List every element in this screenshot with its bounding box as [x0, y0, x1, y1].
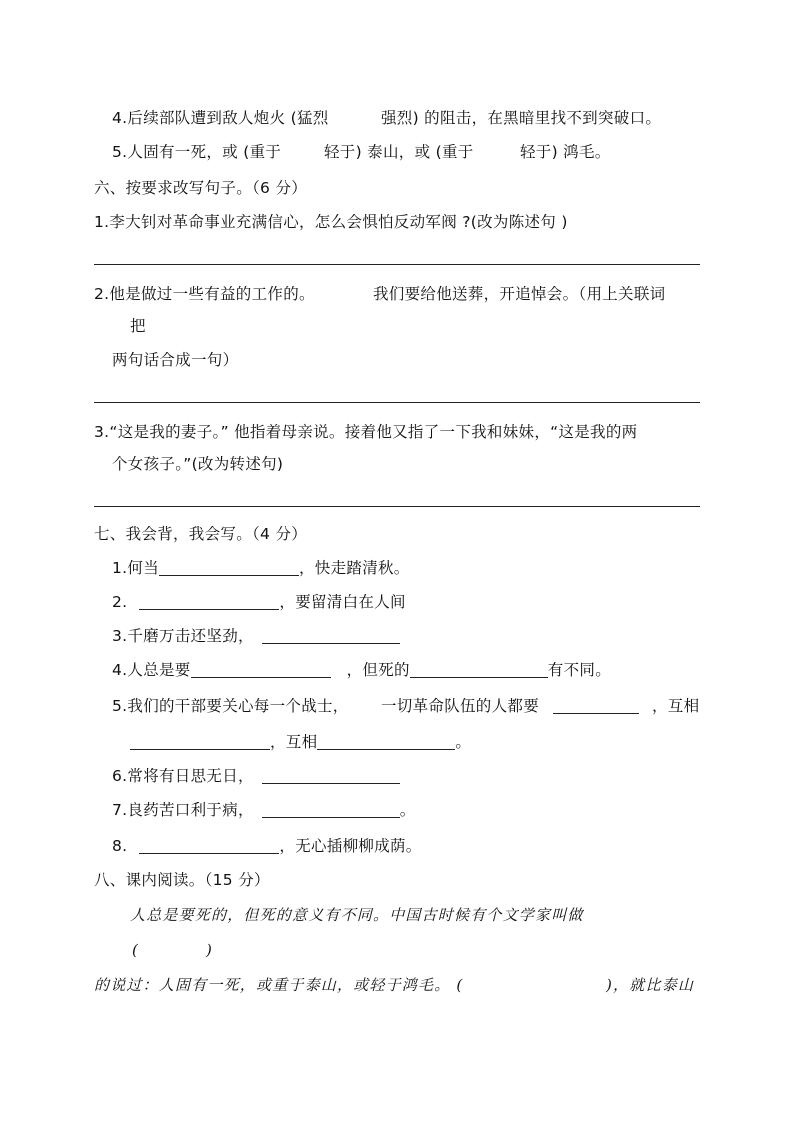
q7-7-text-b: 。 [399, 801, 416, 819]
q6-1-answer-line[interactable] [94, 264, 700, 265]
q7-1-text-b: ，快走踏清秋。 [299, 559, 410, 577]
q5-5-text-c: 轻于) 鸿毛。 [520, 143, 611, 161]
q7-5-blank-2[interactable] [130, 733, 270, 750]
q7-5-text-e: 。 [455, 733, 472, 751]
q7-2-blank[interactable] [139, 593, 279, 610]
reading-line-1: 人总是要死的，但死的意义有不同。中国古时候有个文学家叫做 [130, 906, 584, 924]
q6-3-text-b: 个女孩子。”(改为转述句) [112, 455, 284, 473]
q7-2-row [112, 592, 406, 612]
q6-2-answer-line[interactable] [94, 402, 700, 403]
q7-6-text-a: 6.常将有日思无日， [112, 767, 254, 785]
q6-3-text-a: 3.“这是我的妻子。” 他指着母亲说。接着他又指了一下我和妹妹，“这是我的两 [94, 423, 638, 441]
q7-6-row [112, 766, 400, 786]
q6-2-text-c: 把 [130, 317, 146, 335]
reading-paren-close: ) [206, 941, 214, 959]
q7-5-text-a: 5.我们的干部要关心每一个战士， [112, 697, 349, 715]
q7-4-text-b: ，但死的 [346, 661, 410, 679]
q5-4-text-a: 4.后续部队遭到敌人炮火 (猛烈 [112, 109, 329, 127]
q7-4-text-a: 4.人总是要 [112, 661, 191, 679]
q7-7-row [112, 800, 416, 820]
q6-2-text-b: 我们要给他送葬，开追悼会。（用上关联词 [373, 285, 666, 303]
section-8-title: 八、课内阅读。（15 分） [94, 871, 270, 889]
reading-line-2b: )，就比泰山 [606, 976, 695, 994]
q7-4-row [112, 660, 611, 680]
q7-5-blank-3[interactable] [317, 733, 455, 750]
q7-7-blank[interactable] [262, 801, 400, 818]
q7-2-text-b: ，要留清白在人间 [279, 593, 406, 611]
reading-paren-open: ( [132, 941, 140, 959]
q7-8-blank[interactable] [139, 837, 279, 854]
q7-5-blank-1[interactable] [553, 697, 639, 714]
q7-3-row [112, 626, 400, 646]
q7-8-text-b: ，无心插柳柳成荫。 [279, 837, 422, 855]
q7-5-text-d: ，互相 [270, 733, 318, 751]
section-6-title: 六、按要求改写句子。（6 分） [94, 179, 308, 197]
q6-3-answer-line[interactable] [94, 506, 700, 507]
q5-4-text-b: 强烈) 的阻击，在黑暗里找不到突破口。 [381, 109, 662, 127]
q7-7-text-a: 7.良药苦口利于病， [112, 801, 254, 819]
q7-2-text-a: 2. [112, 593, 128, 611]
reading-line-2a: 的说过：人固有一死，或重于泰山，或轻于鸿毛。 ( [94, 976, 464, 994]
section-7-title: 七、我会背，我会写。（4 分） [94, 525, 308, 543]
q6-2-text-d: 两句话合成一句） [112, 351, 239, 369]
q5-5-text-b: 轻于) 泰山，或 (重于 [324, 143, 474, 161]
q7-5-text-b: 一切革命队伍的人都要 [381, 697, 540, 715]
q6-1-text: 1.李大钊对革命事业充满信心，怎么会惧怕反动军阀 ?(改为陈述句 ) [94, 213, 568, 231]
q7-1-row [112, 558, 410, 578]
q7-4-blank-2[interactable] [410, 661, 548, 678]
q7-3-blank[interactable] [262, 627, 400, 644]
q6-2-text-a: 2.他是做过一些有益的工作的。 [94, 285, 315, 303]
q7-4-text-c: 有不同。 [547, 661, 611, 679]
q7-1-blank[interactable] [159, 559, 299, 576]
q7-8-text-a: 8. [112, 837, 128, 855]
q7-6-blank[interactable] [262, 767, 400, 784]
q7-5-text-c: ，互相 [652, 697, 700, 715]
q7-5-row-2 [130, 732, 471, 752]
q7-8-row [112, 836, 422, 856]
q7-4-blank-1[interactable] [191, 661, 331, 678]
q7-3-text-a: 3.千磨万击还坚劲， [112, 627, 254, 645]
q5-5-text-a: 5.人固有一死，或 (重于 [112, 143, 282, 161]
q7-1-text-a: 1.何当 [112, 559, 159, 577]
